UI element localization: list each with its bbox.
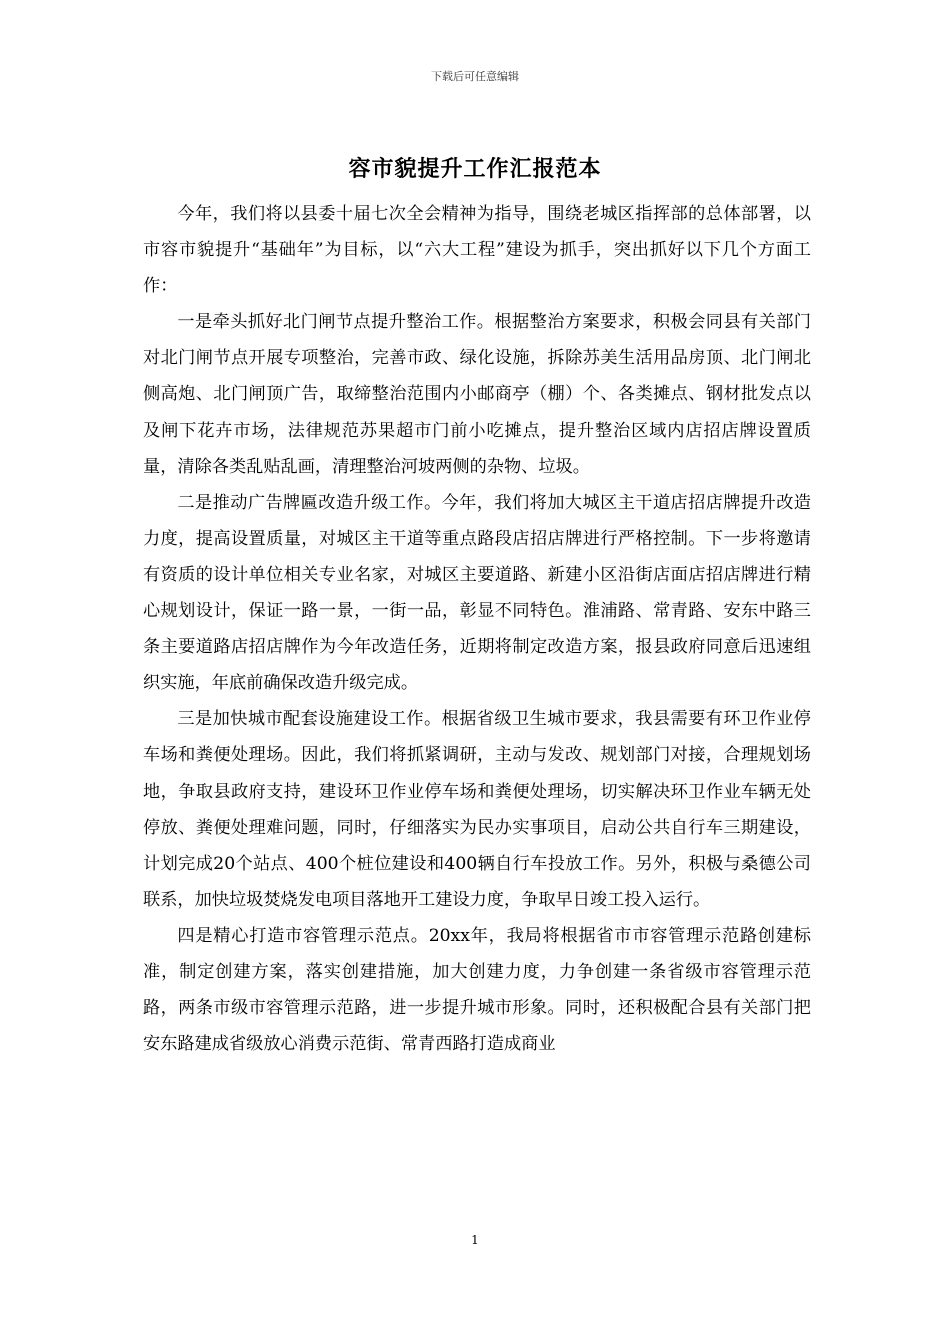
paragraph-item-1: 一是牵头抓好北门闸节点提升整治工作。根据整治方案要求，积极会同县有关部门对北门闸节点开展专项整治，完善市政、绿化设施，拆除苏美生活用品房顶、北门闸北侧高炮、北门闸顶广告，取缔整治范围内小邮商亭（棚）个、各类摊点、钢材批发点以及闸下花卉市场，法律规范苏果超市门前小吃摊点，提升整治区域内店招店牌设置质量，清除各类乱贴乱画，清理整治河坡两侧的杂物、垃圾。 — [143, 312, 811, 477]
document-body — [143, 196, 811, 1062]
document-title: 容市貌提升工作汇报范本 — [348, 156, 602, 182]
header-note: 下载后可任意编辑 — [431, 70, 519, 83]
paragraph-item-2: 二是推动广告牌匾改造升级工作。今年，我们将加大城区主干道店招店牌提升改造力度，提高设置质量，对城区主干道等重点路段店招店牌进行严格控制。下一步将邀请有资质的设计单位相关专业名家，对城区主要道路、新建小区沿街店面店招店牌进行精心规划设计，保证一路一景，一街一品，彰显不同特色。淮浦路、常青路、安东中路三条主要道路店招店牌作为今年改造任务，近期将制定改造方案，报县政府同意后迅速组织实施，年底前确保改造升级完成。 — [143, 492, 811, 694]
paragraph-intro: 今年，我们将以县委十届七次全会精神为指导，围绕老城区指挥部的总体部署，以市容市貌提升“基础年”为目标，以“六大工程”建设为抓手，突出抓好以下几个方面工作： — [143, 204, 811, 297]
page-number: 1 — [471, 1233, 479, 1247]
paragraph-item-3: 三是加快城市配套设施建设工作。根据省级卫生城市要求，我县需要有环卫作业停车场和粪便处理场。因此，我们将抓紧调研，主动与发改、规划部门对接，合理规划场地，争取县政府支持，建设环卫作业停车场和粪便处理场，切实解决环卫作业车辆无处停放、粪便处理难问题，同时，仔细落实为民办实事项目，启动公共自行车三期建设，计划完成20个站点、400个桩位建设和400辆自行车投放工作。另外，积极与桑德公司联系，加快垃圾焚烧发电项目落地开工建设力度，争取早日竣工投入运行。 — [143, 709, 811, 910]
paragraph-item-4: 四是精心打造市容管理示范点。20xx年，我局将根据省市市容管理示范路创建标准，制定创建方案，落实创建措施，加大创建力度，力争创建一条省级市容管理示范路，两条市级市容管理示范路，进一步提升城市形象。同时，还积极配合县有关部门把安东路建成省级放心消费示范街、常青西路打造成商业 — [143, 925, 811, 1055]
